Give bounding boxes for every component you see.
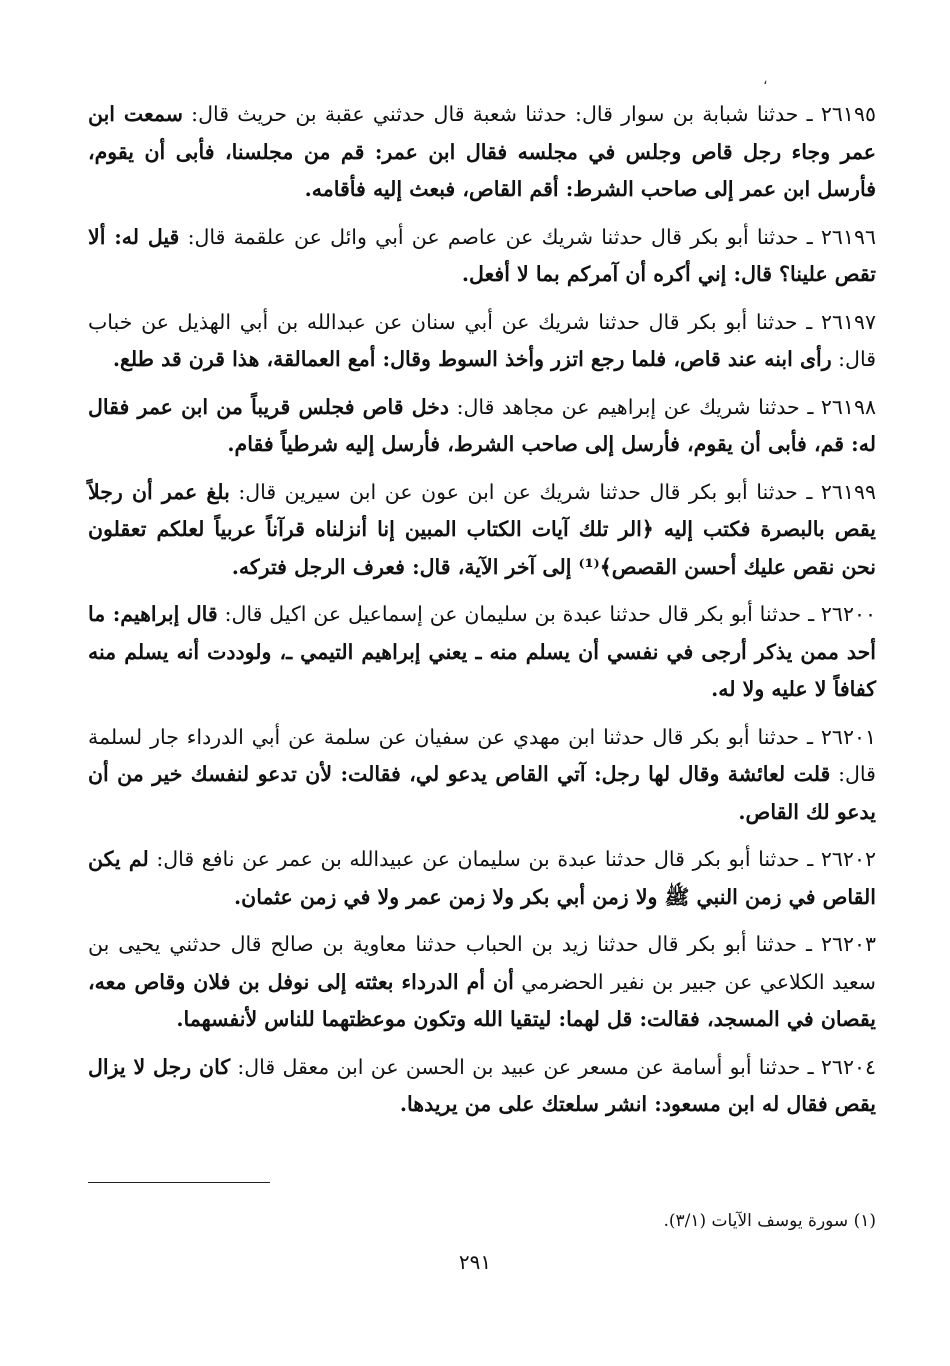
hadith-list: [88, 96, 876, 1134]
hadith-number: ٢٦١٩٧ ـ: [806, 309, 876, 334]
hadith-matn: رأى ابنه عند قاص، فلما رجع اتزر وأخذ السوط وقال: أمع العمالقة، هذا قرن قد طلع.: [112, 347, 832, 371]
hadith-matn: بلغ عمر أن رجلاً يقص بالبصرة فكتب إليه ﴿الر تلك آيات الكتاب المبين إنا أنزلناه قرآناً عربياً لعلكم تعقلون نحن نقص عليك أحسن القصص﴾⁽¹⁾ إلى آخر الآية، قال: فعرف الرجل فتركه.: [88, 479, 876, 579]
hadith-matn: سمعت ابن عمر وجاء رجل قاص وجلس في مجلسه فقال ابن عمر: قم من مجلسنا، فأبى أن يقوم، فأرسل ابن عمر إلى صاحب الشرط: أقم القاص، فبعث إليه فأقامه.: [88, 102, 876, 201]
page-number: ٢٩١: [458, 1250, 492, 1274]
hadith-isnad: حدثنا أبو بكر قال حدثنا عبدة بن سليمان عن إسماعيل عن اكيل قال:: [224, 602, 802, 626]
hadith-matn: كان رجل لا يزال يقص فقال له ابن مسعود: انشر سلعتك على من يريدها.: [88, 1054, 876, 1116]
hadith-isnad: حدثنا أبو بكر قال حدثنا شريك عن ابن عون عن ابن سيرين قال:: [238, 479, 798, 504]
hadith-26202: [88, 841, 876, 922]
hadith-number: ٢٦١٩٨ ـ: [807, 394, 876, 419]
hadith-matn: قلت لعائشة وقال لها رجل: آتي القاص يدعو لي، فقالت: لأن تدعو لنفسك خير من أن يدعو لك القاص.: [88, 762, 876, 824]
hadith-26196: [88, 219, 876, 300]
hadith-26199: [88, 474, 876, 593]
hadith-isnad: حدثنا أبو بكر قال حدثنا ابن مهدي عن سفيان عن سلمة عن أبي الدرداء جار لسلمة قال:: [88, 724, 876, 786]
hadith-isnad: حدثنا أبو بكر قال حدثنا عبدة بن سليمان عن عبيدالله بن عمر عن نافع قال:: [156, 847, 800, 871]
hadith-number: ٢٦٢٠٢ ـ: [807, 847, 876, 871]
hadith-matn: قيل له: ألا تقص علينا؟ قال: إني أكره أن آمركم بما لا أفعل.: [88, 224, 876, 286]
hadith-matn: أن أم الدرداء بعثته إلى نوفل بن فلان وقاص معه، يقصان في المسجد، فقالت: قل لهما: ليتقيا الله وتكون موعظتهما للناس لأنفسهما.: [88, 969, 876, 1031]
hadith-26203: [88, 926, 876, 1045]
hadith-26201: [88, 719, 876, 838]
hadith-26197: [88, 304, 876, 385]
hadith-26204: [88, 1049, 876, 1130]
hadith-isnad: حدثنا شبابة بن سوار قال: حدثنا شعبة قال حدثني عقبة بن حريث قال:: [191, 102, 799, 126]
hadith-number: ٢٦١٩٩ ـ: [806, 479, 876, 504]
hadith-isnad: حدثنا أبو بكر قال حدثنا شريك عن عاصم عن أبي وائل عن علقمة قال:: [187, 224, 799, 249]
hadith-number: ٢٦١٩٥ ـ: [806, 102, 876, 126]
hadith-26198: [88, 389, 876, 470]
hadith-isnad: حدثنا أبو بكر قال حدثنا زيد بن الحباب حدثنا معاوية بن صالح قال حدثني يحيى بن سعيد الكلاعي عن جبير بن نفير الحضرمي: [88, 932, 876, 994]
hadith-number: ٢٦٢٠٤ ـ: [807, 1054, 876, 1079]
footnote-divider: [88, 1182, 270, 1183]
hadith-matn: دخل قاص فجلس قريباً من ابن عمر فقال له: قم، فأبى أن يقوم، فأرسل إلى صاحب الشرط، فأرسل إليه شرطياً فقام.: [88, 394, 876, 456]
hadith-number: ٢٦٢٠٠ ـ: [808, 602, 876, 626]
corner-mark: ،: [763, 72, 768, 88]
hadith-number: ٢٦٢٠٣ ـ: [806, 932, 876, 956]
hadith-isnad: حدثنا أبو بكر قال حدثنا شريك عن أبي سنان عن عبدالله بن أبي الهذيل عن خباب قال:: [88, 309, 876, 371]
hadith-isnad: حدثنا أبو أسامة عن مسعر عن عبيد بن الحسن عن ابن معقل قال:: [237, 1054, 801, 1079]
footnote: (١) سورة يوسف الآيات (٣/١).: [663, 1211, 876, 1231]
hadith-26200: [88, 596, 876, 715]
hadith-26195: [88, 96, 876, 215]
hadith-isnad: حدثنا شريك عن إبراهيم عن مجاهد قال:: [456, 394, 800, 419]
hadith-matn: لم يكن القاص في زمن النبي ﷺ ولا زمن أبي بكر ولا زمن عمر ولا في زمن عثمان.: [88, 847, 876, 909]
hadith-number: ٢٦٢٠١ ـ: [807, 724, 876, 749]
hadith-number: ٢٦١٩٦ ـ: [806, 224, 876, 249]
hadith-matn: قال إبراهيم: ما أحد ممن يذكر أرجى في نفسي أن يسلم منه ـ يعني إبراهيم التيمي ـ، ولوددت أنه يسلم منه كفافاً لا عليه ولا له.: [88, 602, 876, 701]
